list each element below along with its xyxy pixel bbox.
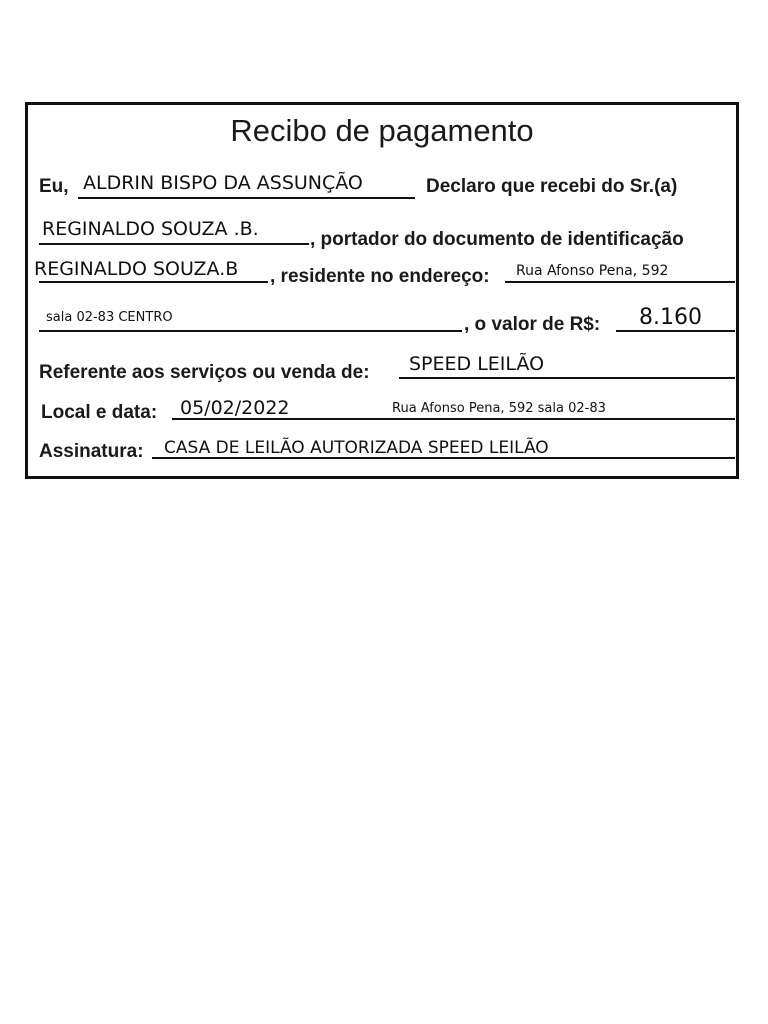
field-name: ALDRIN BISPO DA ASSUNÇÃO [83,172,363,194]
address-line [505,281,735,283]
field-amount: 8.160 [639,305,702,330]
label-eu: Eu, [39,176,69,197]
label-portador: , portador do documento de identificação [310,229,684,250]
label-local-data: Local e data: [41,402,158,423]
label-declaro: Declaro que recebi do Sr.(a) [426,176,678,197]
field-date: 05/02/2022 [180,397,290,419]
document-line [39,281,268,283]
field-address-cont: sala 02-83 CENTRO [46,310,173,325]
field-signature: CASA DE LEILÃO AUTORIZADA SPEED LEILÃO [164,438,549,458]
field-payer: REGINALDO SOUZA .B. [42,218,259,240]
address-cont-line [39,330,462,332]
field-document: REGINALDO SOUZA.B [34,258,239,280]
receipt-title: Recibo de pagamento [230,113,534,148]
label-residente: , residente no endereço: [270,266,490,287]
name-line [78,197,415,199]
payment-receipt [25,102,739,479]
amount-line [616,330,735,332]
field-service: SPEED LEILÃO [409,353,545,375]
service-line [399,377,735,379]
label-referente: Referente aos serviços ou venda de: [39,362,370,383]
payer-line [39,243,309,245]
field-address: Rua Afonso Pena, 592 [516,263,669,279]
field-location: Rua Afonso Pena, 592 sala 02-83 [392,401,606,416]
label-assinatura: Assinatura: [39,441,144,462]
label-valor: , o valor de R$: [464,314,601,335]
